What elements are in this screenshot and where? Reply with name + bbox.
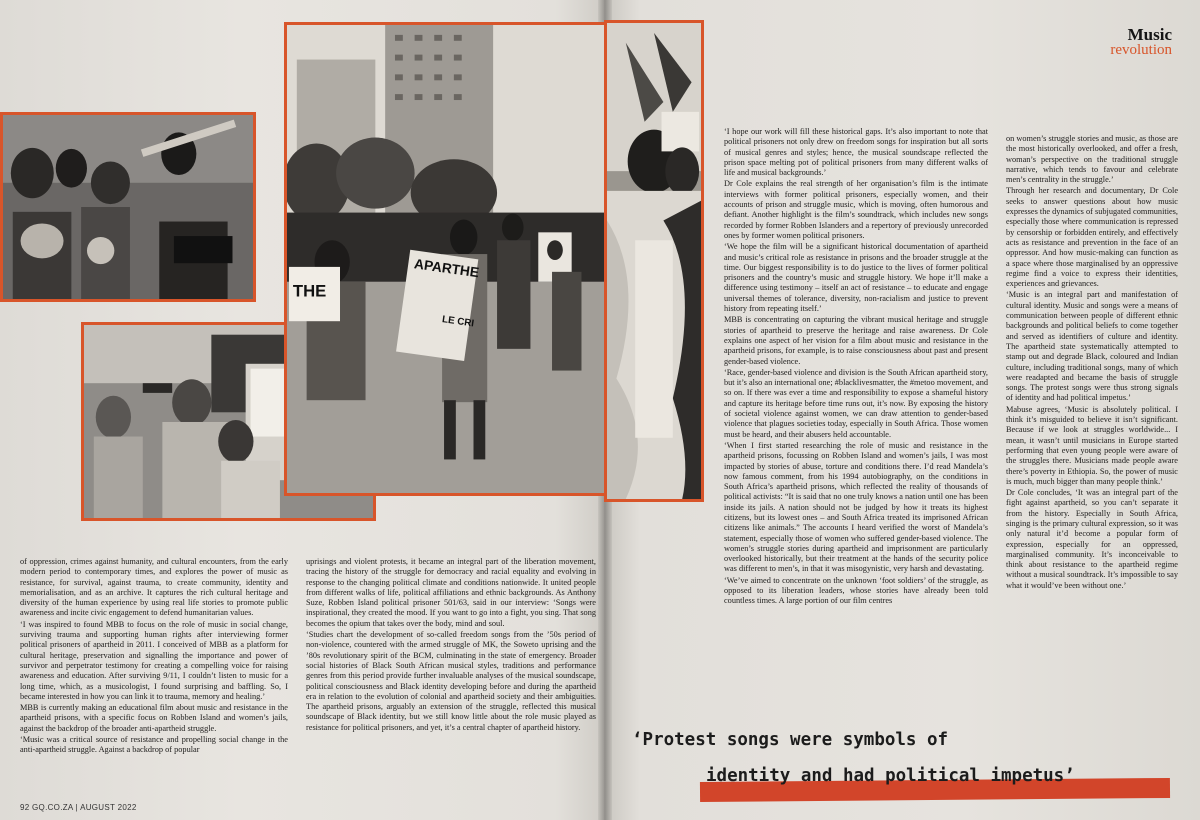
paragraph: ‘Music is an integral part and manifestation of cultural identity. Music and songs were a means of communication between people of different ethnic backgrounds and political beliefs to come together and served as identifiers of culture and identity. The apartheid state systematically attempted to stamp out and degrade Black, coloured and Indian culture, including traditional songs, many of which were readapted and became the basis of struggle songs. The protest songs were thus strong signals of identity and had political impetus.’ (1006, 290, 1178, 403)
paragraph: uprisings and violent protests, it became an integral part of the liberation movement, tracing the history of the struggle for democracy and racial equality and evolving in response to the changing political climate and conditions nationwide. It united people from different walks of life, political affiliations and ethnic backgrounds. As Anthony Suze, Robben Island political prisoner 501/63, said in our interview: ‘Songs were inspirational, they created the mood. If you want to go into a fight, you sing. That song becomes the opium that takes over the body, mind and soul. (306, 557, 596, 628)
protest-sign-c: LE CRI (441, 314, 475, 330)
pull-quote (630, 722, 1190, 794)
pull-quote-line-2: identity and had political impetus’ (706, 766, 1075, 786)
paragraph: on women’s struggle stories and music, as those are the most historically overlooked, and offer a fresh, woman’s perspective on the traditional struggle narrative, which tends to favour and celebrate men’s centrality in the struggle.’ (1006, 134, 1178, 185)
paragraph: Mabuse agrees, ‘Music is absolutely political. I think it’s misguided to believe it isn’t significant. Because if we look at struggles worldwide... I mean, it wasn’t until musicians in Europe started performing that even young people were aware of the struggles there. Musicians made people aware there’s poverty in Ethiopia. So, the power of music is much, much bigger than many people think.’ (1006, 404, 1178, 486)
paragraph: ‘Studies chart the development of so-called freedom songs from the ’50s period of non-violence, countered with the armed struggle of MK, the Soweto uprising and the ’80s revolutionary spirit of the BCM, culminating in the state of emergency. Broader social histories of Black South African musical styles, traditions and performance genres from this period provide further invaluable analyses of the musical soundscape, political consciousness and Black identity developing before and during the apartheid era in relation to the evolution of colonial and apartheid society and their ambiguities. The apartheid prisons, arguably an extension of the struggle, reflected this musical soundscape of Black identity, but we still know little about the role music played as resistance for political prisoners, and yet, it’s a central chapter of apartheid history. (306, 630, 596, 732)
paragraph: Dr Cole explains the real strength of her organisation’s film is the intimate interviews with former political prisoners, especially women, and their accounts of prison and struggle music, which is moving, often humorous and defiant. Another highlight is the film’s soundtrack, which includes new songs recorded by former Robben Islanders and a repertory of previously unrecorded ones by former women political prisoners. (724, 179, 988, 240)
paragraph: MBB is concentrating on capturing the vibrant musical heritage and struggle stories of apartheid to preserve the heritage and raise awareness. Dr Cole explains one aspect of her vision for a film about music and resistance in the apartheid prisons, for example, is to raise consciousness about past and present gender-based violence. (724, 315, 988, 366)
paragraph: MBB is currently making an educational film about music and resistance in the apartheid prisons, with a specific focus on Robben Island and women’s jails, against the backdrop of the broader anti-apartheid struggle. (20, 703, 288, 733)
text-column-left-1 (20, 557, 288, 797)
paragraph: ‘Race, gender-based violence and division is the South African apartheid story, but it’s also an international one; #blacklivesmatter, the #metoo movement, and so on. If there was ever a time and responsibility to expose a shameful history and capture its heritage before time runs out, it’s now. By exposing the history of societal violence against women, we can draw attention to gender-based violence that plagues societies today, especially in South Africa. Those women must be heard, and their abusers held accountable. (724, 367, 988, 439)
women-photo (604, 20, 704, 502)
pull-quote-line-1: ‘Protest songs were symbols of (632, 730, 949, 750)
text-column-right-1 (724, 127, 988, 657)
paragraph: ‘We’ve aimed to concentrate on the unknown ‘foot soldiers’ of the struggle, as opposed to its liberation leaders, whose stories have already been told countless times. A large portion of our film centres (724, 575, 988, 606)
paragraph: ‘When I first started researching the role of music and resistance in the apartheid prisons, focussing on Robben Island and women’s jails, I was most impacted by stories of abuse, torture and conditions there. I’d read Mandela’s now famous comment, from his 1994 autobiography, on the conditions in South Africa’s apartheid prisons, which reflected the reality of thousands of political activists: “It is said that no one truly knows a nation until one has been inside its jails. A nation should not be judged by how it treats its highest citizens, but its lowest ones – and South Africa treated its imprisoned African citizens like animals.” The accounts I heard verified the worst of Mandela’s statement, especially those of women who suffered gender-based violence. The women’s struggle stories during apartheid and imprisonment are particularly overlooked historically, but their treatment at the hands of the security police was different to men’s, in that it was misogynistic, very harsh and devastating. (724, 440, 988, 574)
march-photo (284, 22, 610, 496)
section-subtitle: revolution (1110, 42, 1172, 58)
paragraph: of oppression, crimes against humanity, and cultural encounters, from the early modern period to contemporary times, and explores the power of music as resistance, for survival, against trauma, to create community, identity and memorialisation, and as an archive. It captures the rich cultural heritage and diversity of the human experience by using real life stories to promote public awareness and incite civic engagement to defend humanitarian values. (20, 557, 288, 618)
paragraph: ‘I hope our work will fill these historical gaps. It’s also important to note that political prisoners not only drew on freedom songs for inspiration but all sorts of musical genres and styles; hence, the musical soundscape reflected the prison space melting pot of political prisoners from many different walks of life and musical backgrounds.’ (724, 127, 988, 178)
section-header (1110, 26, 1172, 58)
paragraph: Through her research and documentary, Dr Cole seeks to answer questions about how music expresses the dynamics of subjugated communities, especially those where communication is repressed by censorship or forbidden entirely, and effectively acts as resistance and prevention in the face of an oppressor. And how music-making can function as a space where those marginalised by an oppressive regime find a voice to express their identities, experiences and grievances. (1006, 186, 1178, 289)
section-title: Music (1127, 25, 1172, 44)
paragraph: ‘Music was a critical source of resistance and propelling social change in the anti-apartheid struggle. Against a backdrop of popular (20, 735, 288, 755)
text-column-right-2 (1006, 134, 1178, 662)
text-column-left-2 (306, 557, 596, 797)
page-folio: 92 GQ.CO.ZA | AUGUST 2022 (20, 803, 137, 812)
protest-sign-a: THE (292, 281, 327, 301)
paragraph: ‘We hope the film will be a significant historical documentation of apartheid and music’s critical role as resistance in prisons and the broader struggle at the time. Our biggest responsibility is to do justice to the lives of former political prisoners and the country’s music and struggle history. We hope it’ll make a difference using testimony – itself an act of resistance – to educate and engage universal themes of tolerance, diversity, non-racialism and justice to prevent history from repeating itself.’ (724, 242, 988, 314)
band-photo (0, 112, 256, 302)
protest-sign-b: APARTHE (413, 256, 480, 281)
paragraph: Dr Cole concludes, ‘It was an integral part of the fight against apartheid, so you can’t separate it from the history. Especially in South Africa, singing is the primary cultural expression, so it was only natural it’d become a popular form of expression, especially for an oppressed, marginalised community. It’s inconceivable to think about resistance to the apartheid regime without a musical soundtrack. It’s impossible to say what it would’ve been without one.’ (1006, 488, 1178, 590)
paragraph: ‘I was inspired to found MBB to focus on the role of music in social change, surviving trauma and supporting human rights after interviewing former political prisoners of apartheid in 2011. I conceived of MBB as a platform for cultural heritage, preservation and signalling the importance and power of survivor and perpetrator testimony for creating a compelling voice for raising awareness and education. After surviving 9/11, I couldn’t listen to music for a long time, which, as a musicologist, I found surprising and baffling. So, I became interested in how you can link it to trauma, memory and healing.’ (20, 619, 288, 701)
